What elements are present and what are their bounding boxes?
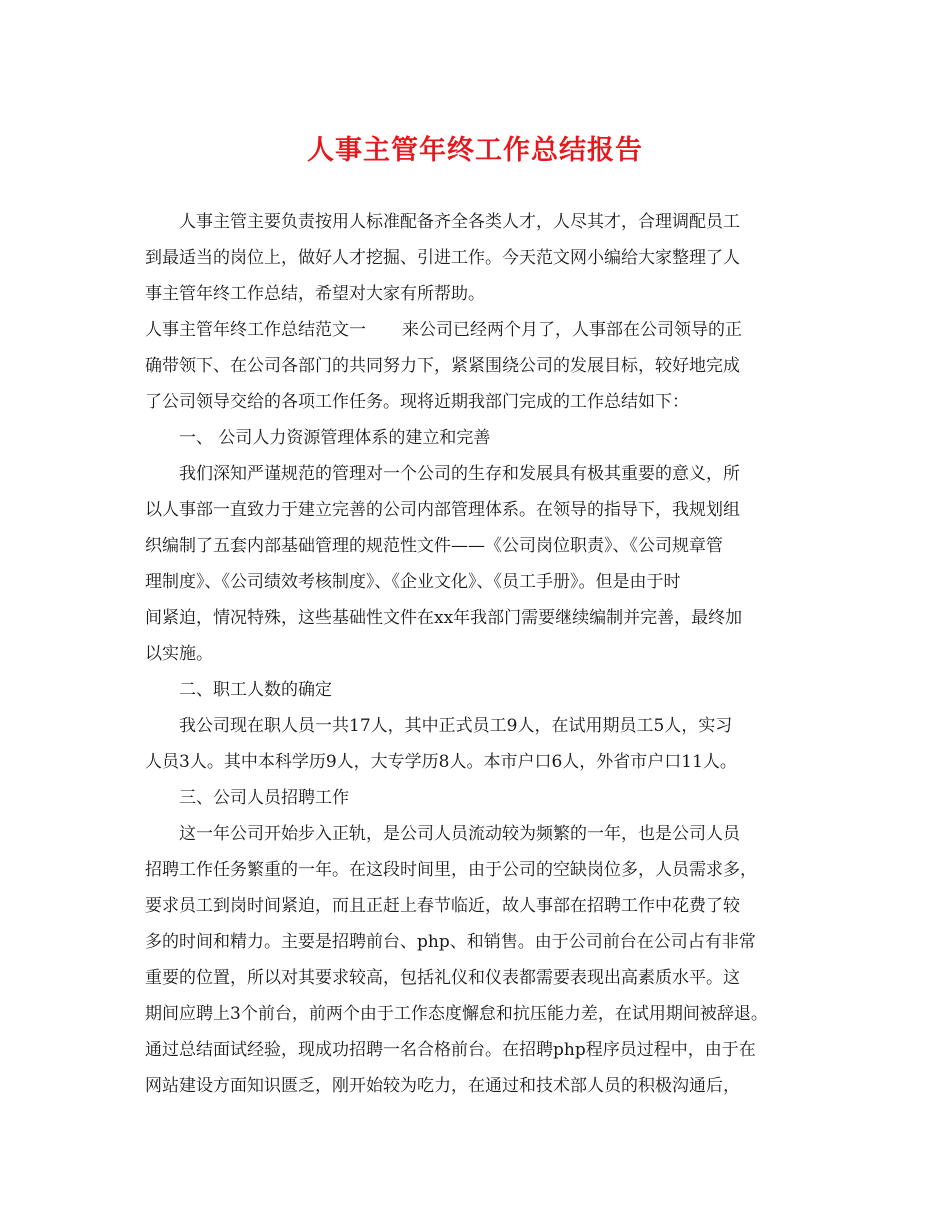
paragraph-line: 理制度》、《公司绩效考核制度》、《企业文化》、《员工手册》。但是由于时	[145, 572, 681, 592]
paragraph-line: 网站建设方面知识匮乏，刚开始较为吃力，在通过和技术部人员的积极沟通后，	[145, 1076, 740, 1096]
document-title: 人事主管年终工作总结报告	[307, 135, 643, 166]
paragraph-line: 确带领下、在公司各部门的共同努力下，紧紧围绕公司的发展目标，较好地完成	[145, 356, 740, 376]
paragraph-line: 事主管年终工作总结，希望对大家有所帮助。	[145, 284, 485, 304]
paragraph-line: 到最适当的岗位上，做好人才挖掘、引进工作。今天范文网小编给大家整理了人	[145, 248, 740, 268]
paragraph-line: 我公司现在职人员一共17人，其中正式员工9人，在试用期员工5人，实习	[179, 716, 733, 736]
paragraph-line: 了公司领导交给的各项工作任务。现将近期我部门完成的工作总结如下：	[145, 392, 689, 412]
paragraph-line: 重要的位置，所以对其要求较高，包括礼仪和仪表都需要表现出高素质水平。这	[145, 968, 740, 988]
paragraph-line: 人事主管主要负责按用人标准配备齐全各类人才，人尽其才，合理调配员工	[179, 212, 740, 232]
paragraph-line: 要求员工到岗时间紧迫，而且正赶上春节临近，故人事部在招聘工作中花费了较	[145, 896, 740, 916]
paragraph-line: 这一年公司开始步入正轨，是公司人员流动较为频繁的一年，也是公司人员	[179, 824, 740, 844]
section-heading: 一、 公司人力资源管理体系的建立和完善	[179, 428, 491, 448]
paragraph-text: 来公司已经两个月了，人事部在公司领导的正	[402, 320, 742, 340]
section-heading: 人事主管年终工作总结范文一	[145, 320, 366, 340]
paragraph-line: 通过总结面试经验，现成功招聘一名合格前台。在招聘php程序员过程中，由于在	[145, 1040, 756, 1060]
paragraph-line: 织编制了五套内部基础管理的规范性文件——《公司岗位职责》、《公司规章管	[145, 536, 723, 556]
section-heading-line	[145, 312, 825, 348]
paragraph-line: 以实施。	[145, 644, 213, 664]
paragraph-line: 招聘工作任务繁重的一年。在这段时间里，由于公司的空缺岗位多，人员需求多，	[145, 860, 757, 880]
document-body	[145, 204, 825, 1104]
section-heading: 二、职工人数的确定	[179, 680, 332, 700]
section-heading: 三、公司人员招聘工作	[179, 788, 349, 808]
paragraph-line: 期间应聘上3个前台，前两个由于工作态度懈怠和抗压能力差，在试用期间被辞退。	[145, 1004, 768, 1024]
paragraph-line: 以人事部一直致力于建立完善的公司内部管理体系。在领导的指导下，我规划组	[145, 500, 740, 520]
paragraph-line: 间紧迫，情况特殊，这些基础性文件在xx年我部门需要继续编制并完善，最终加	[145, 608, 743, 628]
paragraph-line: 人员3人。其中本科学历9人，大专学历8人。本市户口6人，外省市户口11人。	[145, 752, 737, 772]
paragraph-line: 多的时间和精力。主要是招聘前台、php、和销售。由于公司前台在公司占有非常	[145, 932, 756, 952]
paragraph-line: 我们深知严谨规范的管理对一个公司的生存和发展具有极其重要的意义，所	[179, 464, 740, 484]
